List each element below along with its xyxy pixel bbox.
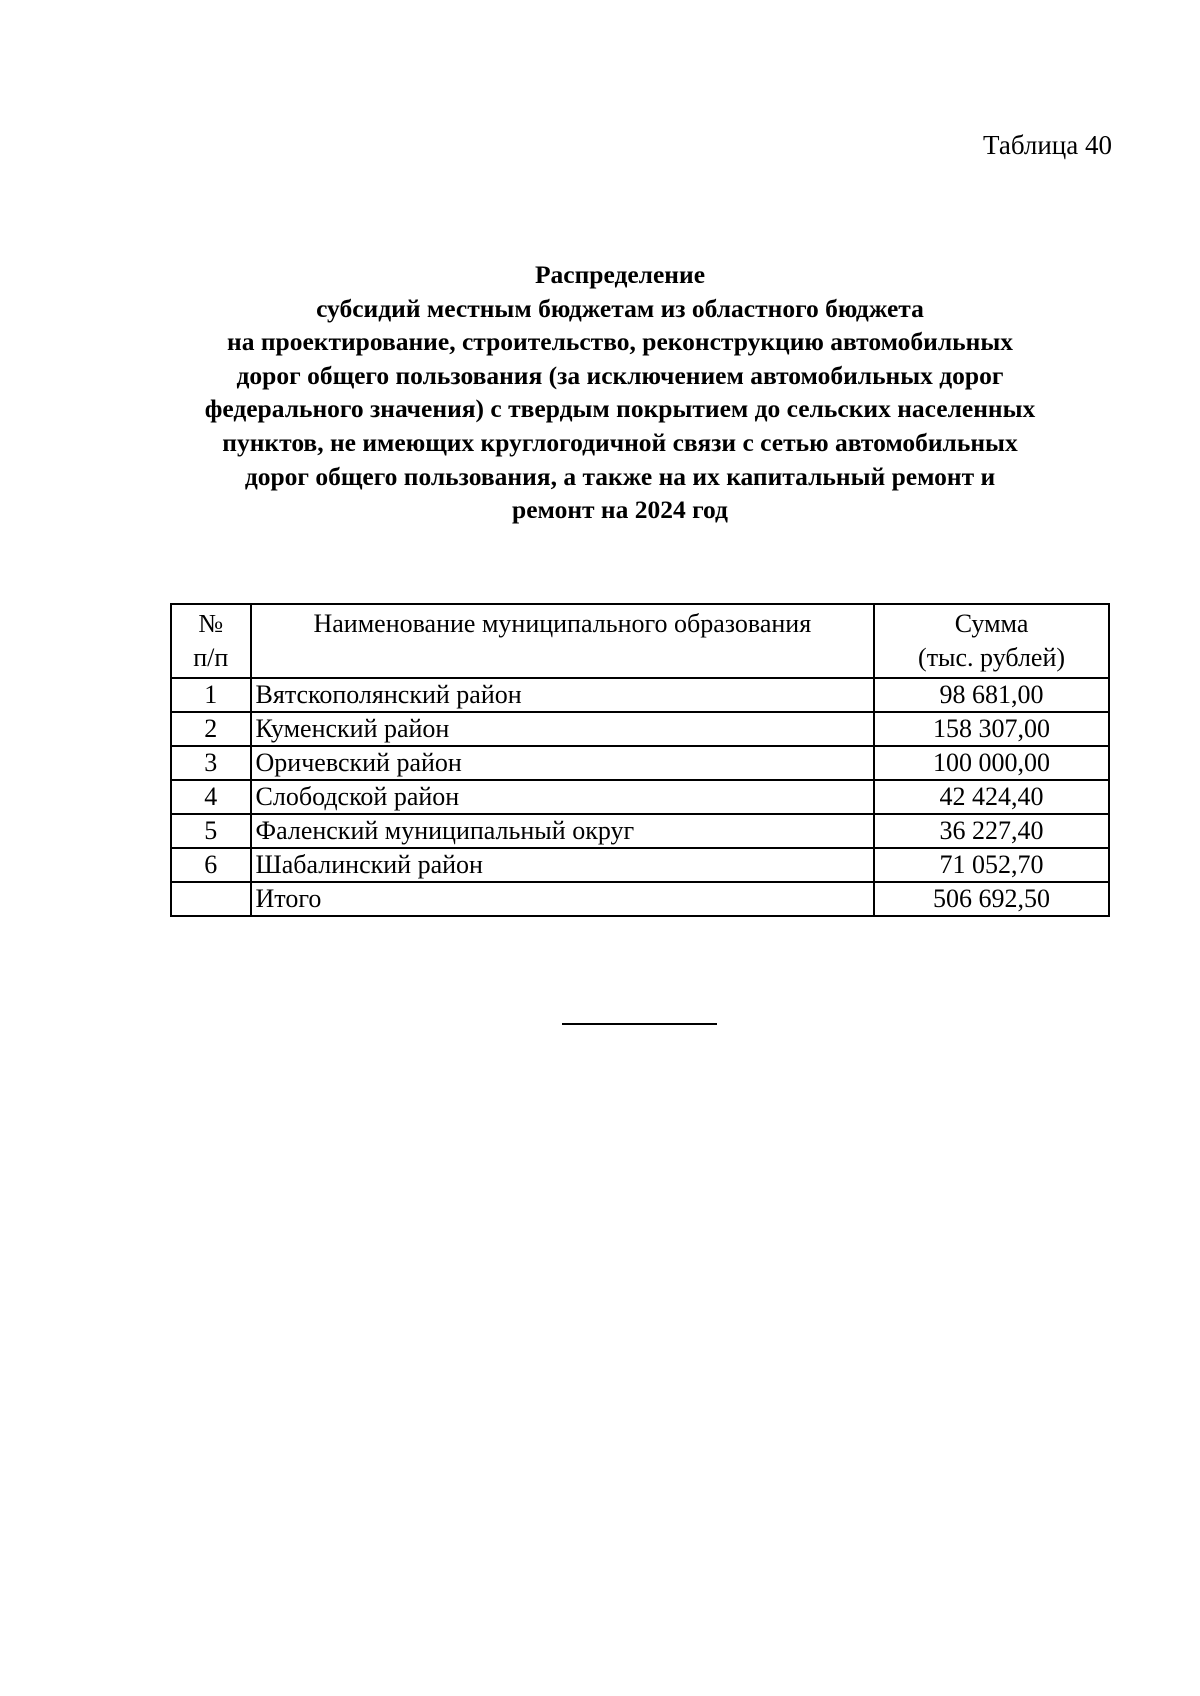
subsidy-distribution-table (170, 603, 1110, 917)
title-line: федерального значения) с твердым покрытием до сельских населенных (204, 394, 1036, 424)
title-line: дорог общего пользования, а также на их капитальный ремонт и (244, 461, 996, 491)
total-label: Итого (251, 882, 875, 916)
table-row (171, 678, 1109, 712)
document-title (140, 258, 1100, 527)
row-number: 1 (171, 678, 251, 712)
table-row (171, 780, 1109, 814)
row-number: 5 (171, 814, 251, 848)
end-separator-line (562, 1023, 717, 1025)
title-line: на проектирование, строительство, реконструкцию автомобильных (227, 327, 1013, 357)
table-row (171, 712, 1109, 746)
row-sum: 100 000,00 (874, 746, 1109, 780)
row-municipality: Куменский район (251, 712, 875, 746)
row-sum: 71 052,70 (874, 848, 1109, 882)
title-line: субсидий местным бюджетам из областного бюджета (316, 293, 924, 323)
row-municipality: Слободской район (251, 780, 875, 814)
total-sum: 506 692,50 (874, 882, 1109, 916)
title-line: ремонт на 2024 год (512, 495, 728, 525)
title-line: пунктов, не имеющих круглогодичной связи с сетью автомобильных (222, 427, 1018, 457)
title-line: Распределение (534, 260, 706, 289)
table-total-row (171, 882, 1109, 916)
table-header-row (171, 604, 1109, 678)
table-row (171, 814, 1109, 848)
total-number (171, 882, 251, 916)
row-municipality: Фаленский муниципальный округ (251, 814, 875, 848)
row-sum: 158 307,00 (874, 712, 1109, 746)
row-sum: 36 227,40 (874, 814, 1109, 848)
row-number: 6 (171, 848, 251, 882)
row-municipality: Шабалинский район (251, 848, 875, 882)
row-number: 4 (171, 780, 251, 814)
table-row (171, 746, 1109, 780)
header-number: № п/п (171, 604, 251, 678)
row-municipality: Оричевский район (251, 746, 875, 780)
row-sum: 42 424,40 (874, 780, 1109, 814)
table-number-label: Таблица 40 (983, 130, 1112, 160)
row-municipality: Вятскополянский район (251, 678, 875, 712)
table-row (171, 848, 1109, 882)
row-number: 2 (171, 712, 251, 746)
header-municipality-name: Наименование муниципального образования (251, 604, 875, 678)
header-sum: Сумма (тыс. рублей) (874, 604, 1109, 678)
row-sum: 98 681,00 (874, 678, 1109, 712)
row-number: 3 (171, 746, 251, 780)
title-line: дорог общего пользования (за исключением автомобильных дорог (236, 360, 1004, 390)
